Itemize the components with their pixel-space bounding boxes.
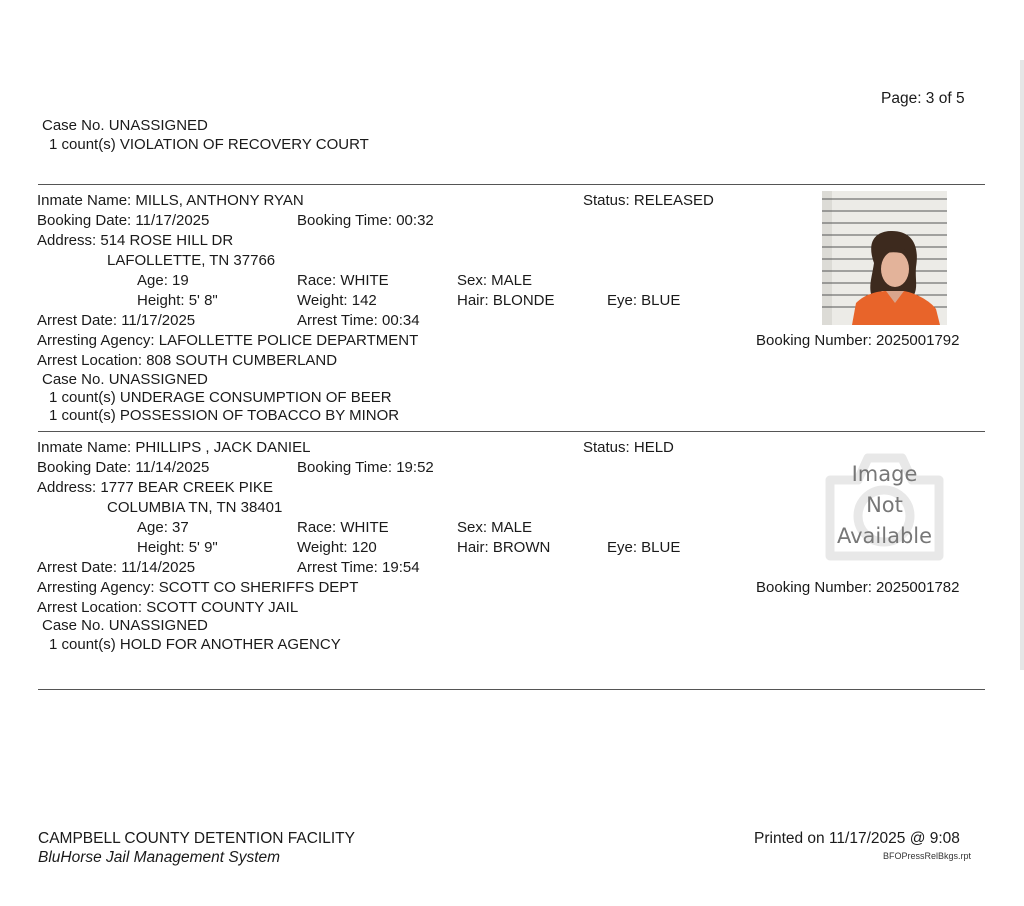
case-number: Case No. UNASSIGNED: [42, 371, 208, 388]
address-line2: COLUMBIA TN, TN 38401: [107, 499, 283, 516]
age: Age: 19: [137, 272, 189, 289]
address-line1: Address: 514 ROSE HILL DR: [37, 232, 234, 249]
inmate-status: Status: RELEASED: [583, 192, 714, 209]
image-placeholder-text: [822, 459, 947, 552]
record-divider: [38, 184, 985, 185]
facility-name: CAMPBELL COUNTY DETENTION FACILITY: [38, 830, 355, 847]
page-number: Page: 3 of 5: [881, 90, 965, 107]
arrest-date: Arrest Date: 11/17/2025: [37, 312, 196, 329]
booking-time: Booking Time: 19:52: [297, 459, 434, 476]
race: Race: WHITE: [297, 272, 389, 289]
placeholder-line: Not: [866, 493, 903, 517]
height: Height: 5' 8": [137, 292, 218, 309]
sex: Sex: MALE: [457, 519, 533, 536]
mugshot-photo: [822, 191, 947, 325]
weight: Weight: 120: [297, 539, 377, 556]
arrest-date: Arrest Date: 11/14/2025: [37, 559, 196, 576]
booking-number: Booking Number: 2025001782: [756, 579, 960, 596]
placeholder-line: Available: [836, 524, 933, 548]
address-line2: LAFOLLETTE, TN 37766: [107, 252, 276, 269]
printed-on: Printed on 11/17/2025 @ 9:08: [754, 830, 960, 847]
height: Height: 5' 9": [137, 539, 218, 556]
arresting-agency: Arresting Agency: SCOTT CO SHERIFFS DEPT: [37, 579, 359, 596]
prev-charge: 1 count(s) VIOLATION OF RECOVERY COURT: [49, 136, 369, 153]
address-line1: Address: 1777 BEAR CREEK PIKE: [37, 479, 273, 496]
image-not-available-placeholder: [822, 440, 947, 568]
charge: 1 count(s) HOLD FOR ANOTHER AGENCY: [49, 636, 341, 653]
report-filename: BFOPressRelBkgs.rpt: [883, 851, 972, 861]
charge: 1 count(s) POSSESSION OF TOBACCO BY MINOR: [49, 407, 400, 424]
record-divider: [38, 431, 985, 432]
weight: Weight: 142: [297, 292, 377, 309]
arresting-agency: Arresting Agency: LAFOLLETTE POLICE DEPARTMENT: [37, 332, 419, 349]
booking-number: Booking Number: 2025001792: [756, 332, 960, 349]
arrest-time: Arrest Time: 00:34: [297, 312, 420, 329]
placeholder-line: Image: [851, 462, 918, 486]
charge: 1 count(s) UNDERAGE CONSUMPTION OF BEER: [49, 389, 392, 406]
race: Race: WHITE: [297, 519, 389, 536]
arrest-location: Arrest Location: SCOTT COUNTY JAIL: [37, 599, 299, 616]
hair: Hair: BLONDE: [457, 292, 555, 309]
age: Age: 37: [137, 519, 189, 536]
hair: Hair: BROWN: [457, 539, 551, 556]
booking-date: Booking Date: 11/17/2025: [37, 212, 210, 229]
eye: Eye: BLUE: [607, 292, 681, 309]
inmate-status: Status: HELD: [583, 439, 674, 456]
inmate-name: Inmate Name: MILLS, ANTHONY RYAN: [37, 192, 304, 209]
arrest-location: Arrest Location: 808 SOUTH CUMBERLAND: [37, 352, 338, 369]
arrest-time: Arrest Time: 19:54: [297, 559, 420, 576]
prev-case-number: Case No. UNASSIGNED: [42, 117, 208, 134]
eye: Eye: BLUE: [607, 539, 681, 556]
case-number: Case No. UNASSIGNED: [42, 617, 208, 634]
section-divider: [38, 689, 985, 690]
booking-time: Booking Time: 00:32: [297, 212, 434, 229]
inmate-name: Inmate Name: PHILLIPS , JACK DANIEL: [37, 439, 311, 456]
system-name: BluHorse Jail Management System: [38, 849, 281, 866]
booking-date: Booking Date: 11/14/2025: [37, 459, 210, 476]
page-edge-shadow: [1020, 60, 1024, 670]
sex: Sex: MALE: [457, 272, 533, 289]
